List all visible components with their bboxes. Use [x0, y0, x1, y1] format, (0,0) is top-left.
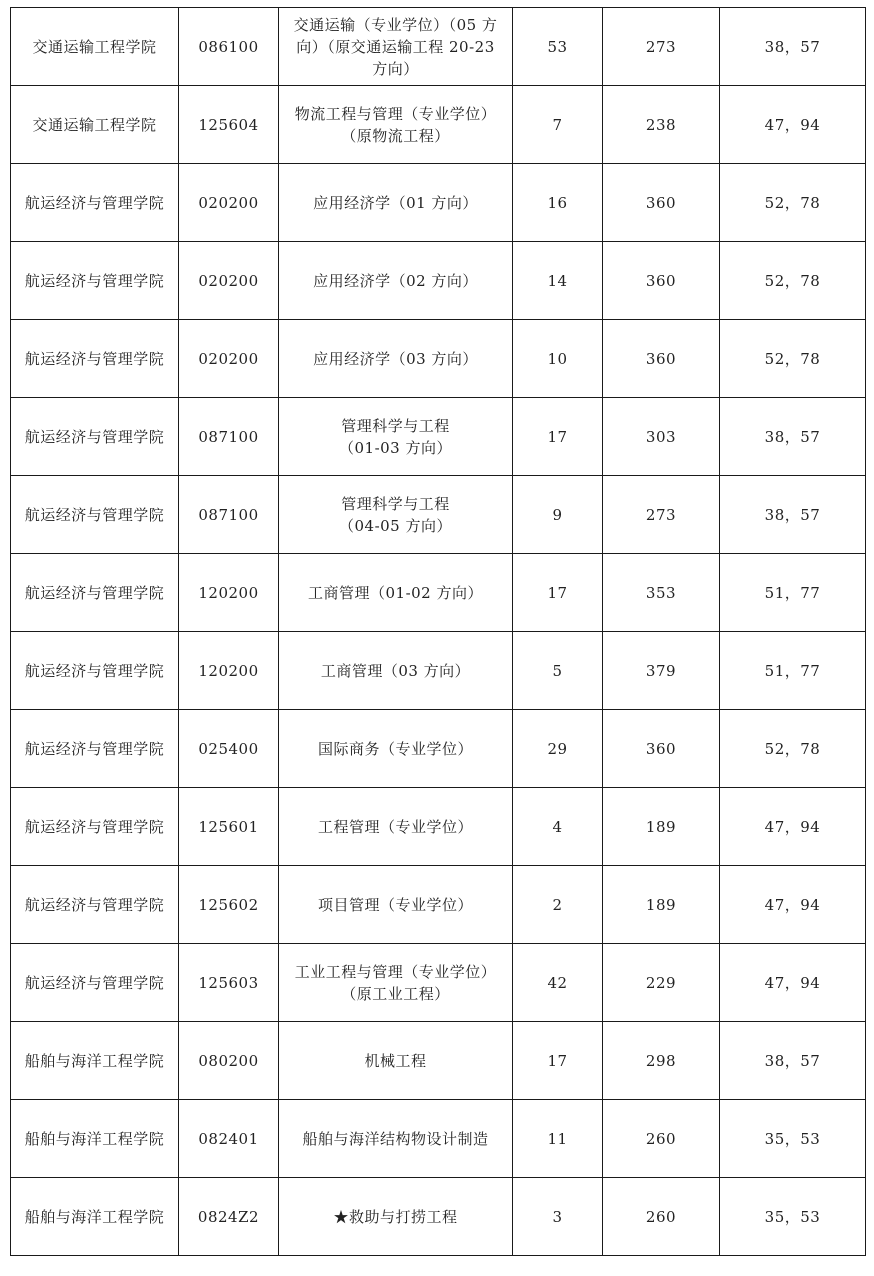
major-name-line: 交通运输（专业学位）（05 方: [293, 15, 498, 34]
total-score-cell: 189: [603, 866, 720, 944]
subject-score-cell: 38，57: [720, 1022, 866, 1100]
major-name-line: 向）（原交通运输工程 20-23: [296, 37, 495, 56]
enrollment-count-cell: 4: [513, 788, 603, 866]
major-name-cell: [279, 164, 513, 242]
major-name-line: （01-03 方向）: [338, 438, 452, 457]
table-row: [11, 788, 866, 866]
major-code-cell: 082401: [179, 1100, 279, 1178]
college-cell: 航运经济与管理学院: [11, 944, 179, 1022]
table-row: [11, 320, 866, 398]
total-score-cell: 238: [603, 86, 720, 164]
enrollment-count-cell: 9: [513, 476, 603, 554]
subject-score-cell: 38，57: [720, 476, 866, 554]
total-score-cell: 273: [603, 476, 720, 554]
subject-score-cell: 51，77: [720, 554, 866, 632]
college-cell: 船舶与海洋工程学院: [11, 1100, 179, 1178]
major-code-cell: 087100: [179, 476, 279, 554]
major-name-line: 管理科学与工程: [341, 494, 450, 513]
subject-score-cell: 38，57: [720, 8, 866, 86]
subject-score-cell: 52，78: [720, 164, 866, 242]
enrollment-count-cell: 17: [513, 1022, 603, 1100]
college-cell: 航运经济与管理学院: [11, 476, 179, 554]
major-code-cell: 120200: [179, 632, 279, 710]
table-row: [11, 476, 866, 554]
subject-score-cell: 38，57: [720, 398, 866, 476]
table-row: [11, 242, 866, 320]
college-cell: 航运经济与管理学院: [11, 788, 179, 866]
major-name-line: 工程管理（专业学位）: [317, 817, 473, 836]
major-name-line: 工业工程与管理（专业学位）: [294, 962, 497, 981]
major-name-line: 物流工程与管理（专业学位）: [294, 104, 497, 123]
table-row: [11, 1100, 866, 1178]
college-cell: 交通运输工程学院: [11, 8, 179, 86]
major-name-cell: [279, 1022, 513, 1100]
major-name-cell: [279, 944, 513, 1022]
major-name-line: （原工业工程）: [341, 984, 450, 1003]
table-row: [11, 8, 866, 86]
table-row: [11, 86, 866, 164]
major-name-cell: [279, 320, 513, 398]
table-row: [11, 866, 866, 944]
enrollment-count-cell: 16: [513, 164, 603, 242]
table-row: [11, 944, 866, 1022]
enrollment-count-cell: 14: [513, 242, 603, 320]
major-name-cell: [279, 398, 513, 476]
enrollment-count-cell: 10: [513, 320, 603, 398]
college-cell: 航运经济与管理学院: [11, 164, 179, 242]
major-name-cell: [279, 554, 513, 632]
admissions-table: [10, 7, 866, 1256]
total-score-cell: 273: [603, 8, 720, 86]
major-code-cell: 020200: [179, 320, 279, 398]
major-code-cell: 025400: [179, 710, 279, 788]
major-code-cell: 125601: [179, 788, 279, 866]
subject-score-cell: 52，78: [720, 710, 866, 788]
major-name-line: 工商管理（01-02 方向）: [307, 583, 483, 602]
table-row: [11, 554, 866, 632]
enrollment-count-cell: 7: [513, 86, 603, 164]
table-row: [11, 398, 866, 476]
enrollment-count-cell: 42: [513, 944, 603, 1022]
major-code-cell: 087100: [179, 398, 279, 476]
college-cell: 交通运输工程学院: [11, 86, 179, 164]
major-code-cell: 080200: [179, 1022, 279, 1100]
total-score-cell: 303: [603, 398, 720, 476]
college-cell: 船舶与海洋工程学院: [11, 1022, 179, 1100]
major-name-cell: [279, 242, 513, 320]
college-cell: 航运经济与管理学院: [11, 242, 179, 320]
total-score-cell: 298: [603, 1022, 720, 1100]
table-row: [11, 710, 866, 788]
subject-score-cell: 47，94: [720, 944, 866, 1022]
college-cell: 航运经济与管理学院: [11, 632, 179, 710]
college-cell: 航运经济与管理学院: [11, 554, 179, 632]
major-name-line: 项目管理（专业学位）: [317, 895, 473, 914]
total-score-cell: 379: [603, 632, 720, 710]
major-code-cell: 125602: [179, 866, 279, 944]
total-score-cell: 360: [603, 164, 720, 242]
major-name-line: （原物流工程）: [341, 126, 450, 145]
enrollment-count-cell: 11: [513, 1100, 603, 1178]
major-code-cell: 125604: [179, 86, 279, 164]
subject-score-cell: 52，78: [720, 242, 866, 320]
total-score-cell: 260: [603, 1100, 720, 1178]
major-name-line: 应用经济学（02 方向）: [313, 271, 478, 290]
total-score-cell: 360: [603, 320, 720, 398]
total-score-cell: 353: [603, 554, 720, 632]
subject-score-cell: 47，94: [720, 866, 866, 944]
table-row: [11, 1022, 866, 1100]
college-cell: 航运经济与管理学院: [11, 398, 179, 476]
total-score-cell: 360: [603, 710, 720, 788]
major-name-cell: [279, 632, 513, 710]
subject-score-cell: 52，78: [720, 320, 866, 398]
total-score-cell: 189: [603, 788, 720, 866]
total-score-cell: 260: [603, 1178, 720, 1256]
major-code-cell: 125603: [179, 944, 279, 1022]
subject-score-cell: 51，77: [720, 632, 866, 710]
major-code-cell: 120200: [179, 554, 279, 632]
table-row: [11, 632, 866, 710]
enrollment-count-cell: 3: [513, 1178, 603, 1256]
major-name-cell: [279, 866, 513, 944]
college-cell: 航运经济与管理学院: [11, 320, 179, 398]
major-name-line: 国际商务（专业学位）: [317, 739, 473, 758]
enrollment-count-cell: 2: [513, 866, 603, 944]
major-name-line: 船舶与海洋结构物设计制造: [302, 1129, 489, 1148]
college-cell: 航运经济与管理学院: [11, 710, 179, 788]
enrollment-count-cell: 29: [513, 710, 603, 788]
subject-score-cell: 47，94: [720, 788, 866, 866]
major-name-line: ★救助与打捞工程: [333, 1207, 458, 1226]
table-row: [11, 1178, 866, 1256]
major-name-cell: [279, 476, 513, 554]
major-name-cell: [279, 8, 513, 86]
major-name-line: 工商管理（03 方向）: [320, 661, 471, 680]
enrollment-count-cell: 17: [513, 554, 603, 632]
total-score-cell: 229: [603, 944, 720, 1022]
major-name-line: 方向）: [372, 59, 419, 78]
table-body: [11, 8, 866, 1256]
major-name-cell: [279, 86, 513, 164]
subject-score-cell: 47，94: [720, 86, 866, 164]
subject-score-cell: 35，53: [720, 1100, 866, 1178]
major-name-line: 应用经济学（01 方向）: [313, 193, 478, 212]
major-name-line: 应用经济学（03 方向）: [313, 349, 478, 368]
major-code-cell: 0824Z2: [179, 1178, 279, 1256]
total-score-cell: 360: [603, 242, 720, 320]
major-name-cell: [279, 710, 513, 788]
major-name-cell: [279, 1100, 513, 1178]
enrollment-count-cell: 5: [513, 632, 603, 710]
major-name-line: （04-05 方向）: [338, 516, 452, 535]
enrollment-count-cell: 53: [513, 8, 603, 86]
major-name-line: 机械工程: [364, 1051, 427, 1070]
enrollment-count-cell: 17: [513, 398, 603, 476]
major-code-cell: 086100: [179, 8, 279, 86]
major-name-line: 管理科学与工程: [341, 416, 450, 435]
major-name-cell: [279, 1178, 513, 1256]
college-cell: 航运经济与管理学院: [11, 866, 179, 944]
major-code-cell: 020200: [179, 164, 279, 242]
major-name-cell: [279, 788, 513, 866]
college-cell: 船舶与海洋工程学院: [11, 1178, 179, 1256]
major-code-cell: 020200: [179, 242, 279, 320]
subject-score-cell: 35，53: [720, 1178, 866, 1256]
table-row: [11, 164, 866, 242]
